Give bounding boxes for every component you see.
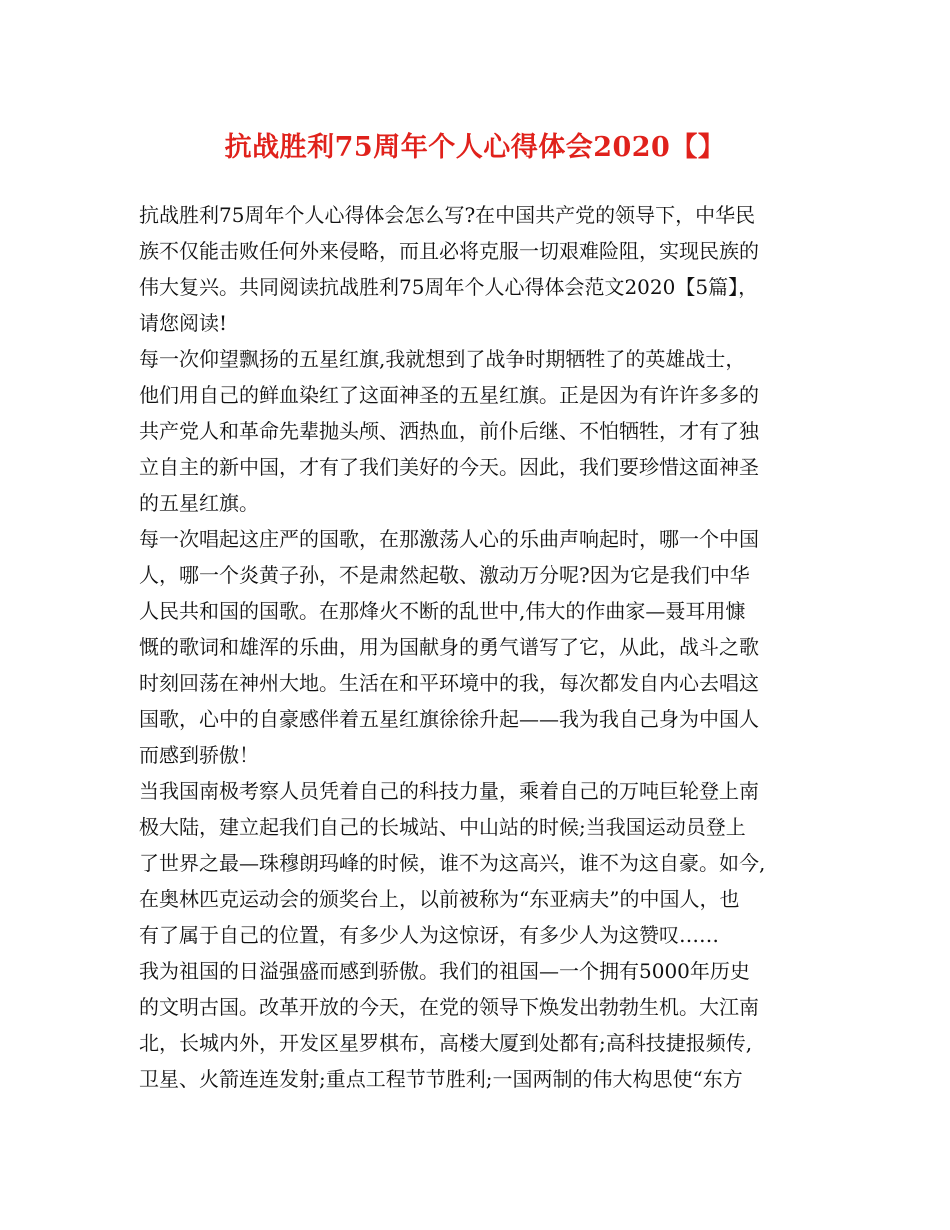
text-line: 每一次仰望飘扬的五星红旗,我就想到了战争时期牺牲了的英雄战士，	[139, 347, 746, 371]
text-line: 极大陆，建立起我们自己的长城站、中山站的时候;当我国运动员登上	[139, 815, 746, 839]
text-line: 他们用自己的鲜血染红了这面神圣的五星红旗。正是因为有许许多多的	[139, 383, 759, 407]
document-title: 抗战胜利75周年个人心得体会2020【】	[224, 132, 726, 163]
text-line: 族不仅能击败任何外来侵略，而且必将克服一切艰难险阻，实现民族的	[139, 239, 759, 263]
text-line: 人，哪一个炎黄子孙，不是肃然起敬、激动万分呢?因为它是我们中华	[139, 563, 750, 587]
text-line: 在奥林匹克运动会的颁奖台上，以前被称为“东亚病夫”的中国人，也	[139, 887, 740, 911]
document-body	[139, 197, 829, 1097]
text-line: 人民共和国的国歌。在那烽火不断的乱世中,伟大的作曲家—聂耳用慷	[139, 599, 746, 623]
text-line: 卫星、火箭连连发射;重点工程节节胜利;一国两制的伟大构思使“东方	[139, 1067, 743, 1091]
text-line: 了世界之最—珠穆朗玛峰的时候，谁不为这高兴，谁不为这自豪。如今,	[139, 851, 766, 875]
text-line: 国歌，心中的自豪感伴着五星红旗徐徐升起——我为我自己身为中国人	[139, 707, 759, 731]
text-line: 伟大复兴。共同阅读抗战胜利75周年个人心得体会范文2020【5篇】，	[139, 275, 759, 299]
text-line: 请您阅读!	[139, 311, 228, 335]
text-line: 有了属于自己的位置，有多少人为这惊讶，有多少人为这赞叹……	[139, 923, 719, 947]
text-line: 时刻回荡在神州大地。生活在和平环境中的我，每次都发自内心去唱这	[139, 671, 759, 695]
text-line: 立自主的新中国，才有了我们美好的今天。因此，我们要珍惜这面神圣	[139, 455, 759, 479]
text-line: 当我国南极考察人员凭着自己的科技力量，乘着自己的万吨巨轮登上南	[139, 779, 759, 803]
text-line: 我为祖国的日溢强盛而感到骄傲。我们的祖国—一个拥有5000年历史	[139, 959, 750, 983]
text-line: 的文明古国。改革开放的今天，在党的领导下焕发出勃勃生机。大江南	[139, 995, 759, 1019]
text-line: 而感到骄傲！	[139, 743, 259, 767]
text-line: 每一次唱起这庄严的国歌，在那激荡人心的乐曲声响起时，哪一个中国	[139, 527, 759, 551]
text-line: 北，长城内外，开发区星罗棋布，高楼大厦到处都有;高科技捷报频传,	[139, 1031, 753, 1055]
text-line: 慨的歌词和雄浑的乐曲，用为国献身的勇气谱写了它，从此，战斗之歌	[139, 635, 759, 659]
text-line: 共产党人和革命先辈抛头颅、洒热血，前仆后继、不怕牺牲，才有了独	[139, 419, 759, 443]
text-line: 抗战胜利75周年个人心得体会怎么写?在中国共产党的领导下，中华民	[139, 203, 756, 227]
text-line: 的五星红旗。	[139, 491, 259, 515]
